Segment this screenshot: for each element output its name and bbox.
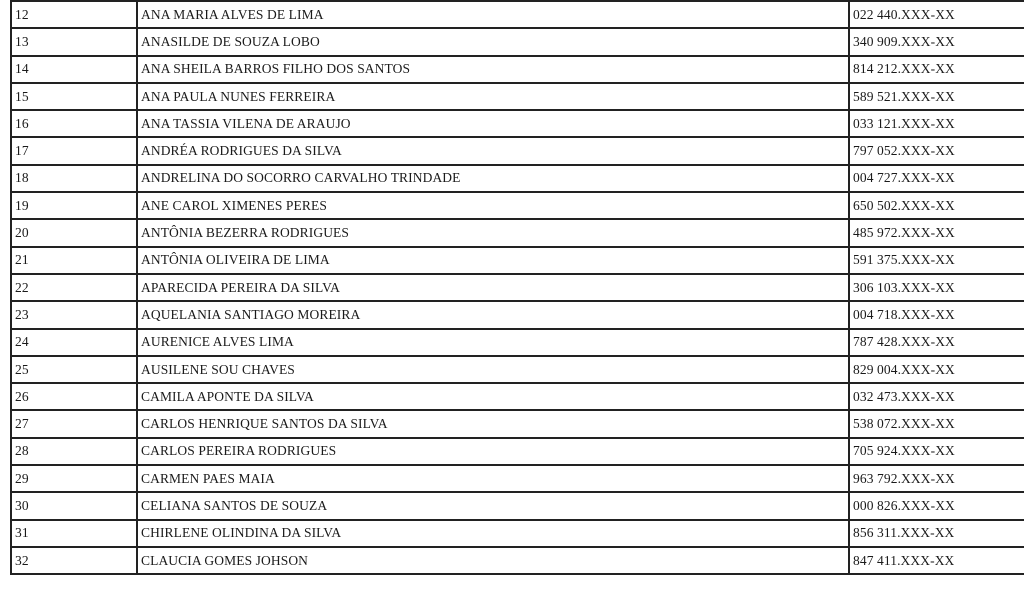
masked-id-cell: 963 792.XXX-XX [849, 465, 1024, 492]
person-name-cell: AURENICE ALVES LIMA [137, 329, 849, 356]
row-number-cell: 20 [11, 219, 137, 246]
person-name-cell: ANASILDE DE SOUZA LOBO [137, 28, 849, 55]
masked-id-cell: 022 440.XXX-XX [849, 1, 1024, 28]
person-name-cell: CLAUCIA GOMES JOHSON [137, 547, 849, 574]
person-name-cell: ANE CAROL XIMENES PERES [137, 192, 849, 219]
row-number-cell: 25 [11, 356, 137, 383]
masked-id-cell: 004 727.XXX-XX [849, 165, 1024, 192]
row-number-cell: 31 [11, 520, 137, 547]
masked-id-cell: 306 103.XXX-XX [849, 274, 1024, 301]
row-number-cell: 16 [11, 110, 137, 137]
person-name-cell: CAMILA APONTE DA SILVA [137, 383, 849, 410]
masked-id-cell: 856 311.XXX-XX [849, 520, 1024, 547]
person-name-cell: ANTÔNIA BEZERRA RODRIGUES [137, 219, 849, 246]
row-number-cell: 29 [11, 465, 137, 492]
row-number-cell: 12 [11, 1, 137, 28]
document-page [10, 0, 1024, 614]
table-row [11, 329, 1024, 356]
masked-id-cell: 340 909.XXX-XX [849, 28, 1024, 55]
masked-id-cell: 032 473.XXX-XX [849, 383, 1024, 410]
person-name-cell: ANTÔNIA OLIVEIRA DE LIMA [137, 247, 849, 274]
person-name-cell: CHIRLENE OLINDINA DA SILVA [137, 520, 849, 547]
row-number-cell: 30 [11, 492, 137, 519]
table-row [11, 165, 1024, 192]
row-number-cell: 15 [11, 83, 137, 110]
person-name-cell: ANA MARIA ALVES DE LIMA [137, 1, 849, 28]
table-row [11, 137, 1024, 164]
person-name-cell: AQUELANIA SANTIAGO MOREIRA [137, 301, 849, 328]
table-row [11, 1, 1024, 28]
person-name-cell: CARLOS HENRIQUE SANTOS DA SILVA [137, 410, 849, 437]
person-name-cell: CELIANA SANTOS DE SOUZA [137, 492, 849, 519]
table-row [11, 219, 1024, 246]
person-name-cell: ANDRÉA RODRIGUES DA SILVA [137, 137, 849, 164]
table-row [11, 110, 1024, 137]
row-number-cell: 13 [11, 28, 137, 55]
table-row [11, 28, 1024, 55]
row-number-cell: 32 [11, 547, 137, 574]
masked-id-cell: 814 212.XXX-XX [849, 56, 1024, 83]
masked-id-cell: 589 521.XXX-XX [849, 83, 1024, 110]
masked-id-cell: 000 826.XXX-XX [849, 492, 1024, 519]
table-row [11, 410, 1024, 437]
masked-id-cell: 033 121.XXX-XX [849, 110, 1024, 137]
table-row [11, 56, 1024, 83]
table-row [11, 465, 1024, 492]
person-name-cell: CARLOS PEREIRA RODRIGUES [137, 438, 849, 465]
row-number-cell: 19 [11, 192, 137, 219]
row-number-cell: 22 [11, 274, 137, 301]
masked-id-cell: 650 502.XXX-XX [849, 192, 1024, 219]
person-name-cell: ANA TASSIA VILENA DE ARAUJO [137, 110, 849, 137]
person-name-cell: ANDRELINA DO SOCORRO CARVALHO TRINDADE [137, 165, 849, 192]
table-row [11, 83, 1024, 110]
row-number-cell: 23 [11, 301, 137, 328]
masked-id-cell: 787 428.XXX-XX [849, 329, 1024, 356]
masked-id-cell: 591 375.XXX-XX [849, 247, 1024, 274]
table-row [11, 192, 1024, 219]
table-row [11, 520, 1024, 547]
row-number-cell: 24 [11, 329, 137, 356]
row-number-cell: 17 [11, 137, 137, 164]
roster-table-body [11, 1, 1024, 574]
person-name-cell: ANA SHEILA BARROS FILHO DOS SANTOS [137, 56, 849, 83]
person-name-cell: AUSILENE SOU CHAVES [137, 356, 849, 383]
table-row [11, 356, 1024, 383]
row-number-cell: 18 [11, 165, 137, 192]
row-number-cell: 28 [11, 438, 137, 465]
masked-id-cell: 797 052.XXX-XX [849, 137, 1024, 164]
masked-id-cell: 538 072.XXX-XX [849, 410, 1024, 437]
table-row [11, 492, 1024, 519]
person-name-cell: APARECIDA PEREIRA DA SILVA [137, 274, 849, 301]
table-row [11, 247, 1024, 274]
table-row [11, 301, 1024, 328]
table-row [11, 274, 1024, 301]
masked-id-cell: 485 972.XXX-XX [849, 219, 1024, 246]
row-number-cell: 27 [11, 410, 137, 437]
table-row [11, 547, 1024, 574]
row-number-cell: 21 [11, 247, 137, 274]
table-row [11, 383, 1024, 410]
roster-table [10, 0, 1024, 575]
masked-id-cell: 004 718.XXX-XX [849, 301, 1024, 328]
masked-id-cell: 847 411.XXX-XX [849, 547, 1024, 574]
table-row [11, 438, 1024, 465]
masked-id-cell: 829 004.XXX-XX [849, 356, 1024, 383]
masked-id-cell: 705 924.XXX-XX [849, 438, 1024, 465]
row-number-cell: 26 [11, 383, 137, 410]
person-name-cell: ANA PAULA NUNES FERREIRA [137, 83, 849, 110]
row-number-cell: 14 [11, 56, 137, 83]
person-name-cell: CARMEN PAES MAIA [137, 465, 849, 492]
